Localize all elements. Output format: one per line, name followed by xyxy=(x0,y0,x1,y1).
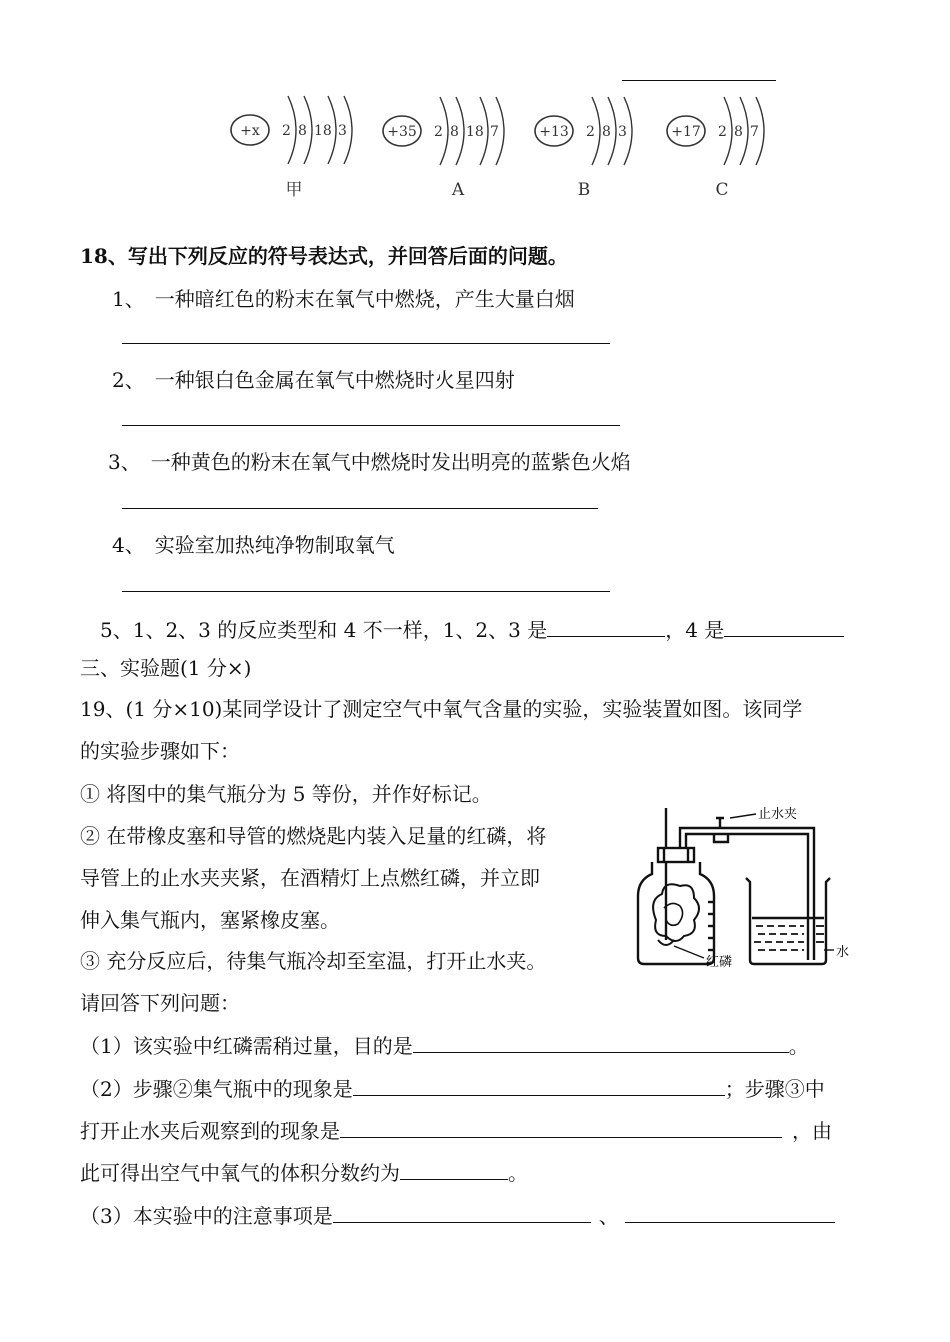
apparatus-figure xyxy=(628,800,868,980)
atom-diagram-0 xyxy=(231,96,352,200)
blank-type-123[interactable] xyxy=(547,614,665,637)
electron-count: 2 xyxy=(586,124,595,140)
atom-label: 甲 xyxy=(285,180,303,200)
q19-part-3 xyxy=(80,1200,835,1230)
q19-part-2-text-b: ；步骤③中 xyxy=(724,1077,825,1101)
nucleus-charge: +x xyxy=(240,123,260,139)
q19-part-2-text-d: ，由 xyxy=(792,1119,832,1143)
clamp-label: 止水夹 xyxy=(758,807,798,822)
atom-structure-diagrams xyxy=(0,0,950,210)
q19-part-2-text: （2）步骤②集气瓶中的现象是 xyxy=(80,1077,353,1101)
blank-purpose[interactable] xyxy=(413,1030,789,1053)
q19-part-2-end xyxy=(80,1157,528,1187)
electron-count: 8 xyxy=(450,124,459,140)
phosphorus-label: 红磷 xyxy=(706,955,733,970)
q19-part-3-sep: 、 xyxy=(598,1204,619,1228)
atom-label: B xyxy=(577,180,591,200)
electron-count: 7 xyxy=(490,124,499,140)
q19-part-2-text-c: 打开止水夹后观察到的现象是 xyxy=(80,1119,340,1143)
electron-count: 3 xyxy=(338,123,347,139)
water-label: 水 xyxy=(836,945,850,960)
q19-ask: 请回答下列问题： xyxy=(80,991,240,1015)
electron-count: 18 xyxy=(466,124,484,140)
q19-step-2c: 伸入集气瓶内，塞紧橡皮塞。 xyxy=(80,908,340,932)
atom-diagram-2 xyxy=(535,97,632,200)
q19-part-1-text: （1）该实验中红磷需稍过量，目的是 xyxy=(80,1034,413,1058)
q18-item-5 xyxy=(100,614,844,644)
electron-count: 8 xyxy=(298,123,307,139)
q19-part-2 xyxy=(80,1073,825,1103)
q18-item-4: 4、 实验室加热纯净物制取氧气 xyxy=(112,533,395,557)
electron-count: 7 xyxy=(750,124,759,140)
q19-step-1: ① 将图中的集气瓶分为 5 等份，并作好标记。 xyxy=(80,782,492,806)
q19-part-2-text-f: 。 xyxy=(508,1161,528,1185)
q19-intro-2: 的实验步骤如下： xyxy=(80,739,240,763)
electron-count: 2 xyxy=(718,124,727,140)
electron-count: 8 xyxy=(602,124,611,140)
q19-step-3: ③ 充分反应后，待集气瓶冷却至室温，打开止水夹。 xyxy=(80,949,547,973)
blank-note-1[interactable] xyxy=(333,1200,591,1223)
q18-item-5-text-b: ，4 是 xyxy=(665,618,725,642)
q19-step-2b: 导管上的止水夹夹紧，在酒精灯上点燃红磷，并立即 xyxy=(80,866,540,890)
atom-diagram-1 xyxy=(383,97,504,200)
electron-count: 3 xyxy=(618,124,627,140)
answer-line-2[interactable] xyxy=(122,425,620,426)
q18-title: 18、写出下列反应的符号表达式，并回答后面的问题。 xyxy=(80,244,568,268)
nucleus-charge: +13 xyxy=(539,124,569,140)
q19-part-1-end: 。 xyxy=(788,1034,809,1058)
q19-step-2a: ② 在带橡皮塞和导管的燃烧匙内装入足量的红磷，将 xyxy=(80,824,547,848)
q18-item-1: 1、 一种暗红色的粉末在氧气中燃烧，产生大量白烟 xyxy=(112,287,575,311)
nucleus-charge: +17 xyxy=(671,124,701,140)
nucleus-charge: +35 xyxy=(387,124,417,140)
blank-clamp-phenomenon[interactable] xyxy=(340,1115,782,1138)
answer-line-1[interactable] xyxy=(122,343,610,344)
atom-label: C xyxy=(715,180,729,200)
electron-count: 2 xyxy=(282,123,291,139)
q19-part-2-cont xyxy=(80,1115,832,1145)
q18-item-3: 3、 一种黄色的粉末在氧气中燃烧时发出明亮的蓝紫色火焰 xyxy=(108,450,631,474)
atom-label: A xyxy=(451,180,465,200)
blank-oxygen-fraction[interactable] xyxy=(400,1157,508,1180)
q19-part-3-text: （3）本实验中的注意事项是 xyxy=(80,1204,333,1228)
electron-count: 18 xyxy=(314,123,332,139)
blank-bottle-phenomenon[interactable] xyxy=(353,1073,725,1096)
answer-line-4[interactable] xyxy=(122,591,610,592)
q19-part-1 xyxy=(80,1030,809,1060)
blank-type-4[interactable] xyxy=(724,614,844,637)
atom-diagram-3 xyxy=(667,97,764,200)
q18-item-2: 2、 一种银白色金属在氧气中燃烧时火星四射 xyxy=(112,368,515,392)
blank-note-2[interactable] xyxy=(625,1200,835,1223)
q19-intro-1: 19、(1 分×10)某同学设计了测定空气中氧气含量的实验，实验装置如图。该同学 xyxy=(80,697,803,721)
electron-count: 8 xyxy=(734,124,743,140)
q19-part-2-text-e: 此可得出空气中氧气的体积分数约为 xyxy=(80,1161,400,1185)
electron-count: 2 xyxy=(434,124,443,140)
q18-item-5-text: 5、1、2、3 的反应类型和 4 不一样，1、2、3 是 xyxy=(100,618,548,642)
answer-line-3[interactable] xyxy=(122,508,598,509)
section-3-heading: 三、实验题(1 分×) xyxy=(80,656,252,680)
